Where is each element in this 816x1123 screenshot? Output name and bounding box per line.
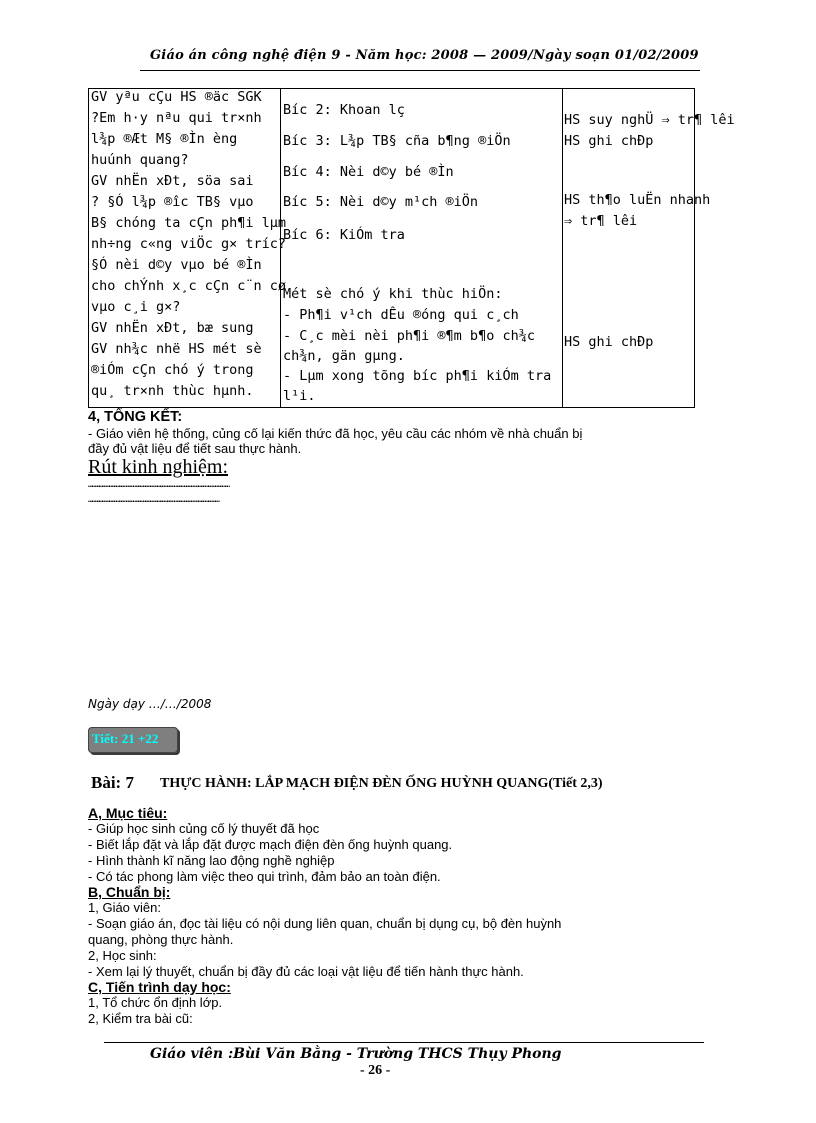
objectives-heading: A, Mục tiêu: xyxy=(88,805,168,821)
content-line: Bíc 3: L¾p TB§ cña b¶ng ®iÖn xyxy=(283,133,511,149)
teacher-line: GV nhËn xÐt, söa sai xyxy=(91,173,254,189)
content-cell xyxy=(281,89,563,408)
experience-heading: Rút kinh nghiệm: xyxy=(88,456,228,478)
objective-item: - Biết lắp đặt và lắp đặt được mạch điện đèn ống huỳnh quang. xyxy=(88,837,453,852)
content-line: Bíc 6: KiÓm tra xyxy=(283,227,405,243)
content-line: Bíc 2: Khoan lç xyxy=(283,102,405,118)
objective-item: - Hình thành kĩ năng lao động nghề nghiệp xyxy=(88,853,335,868)
dotted-line: …………………………………………………………………………………………………………… xyxy=(88,480,229,490)
teacher-line: ? §Ó l¾p ®îc TB§ vµo xyxy=(91,194,254,210)
content-line: Bíc 5: Nèi d©y m¹ch ®iÖn xyxy=(283,194,479,210)
content-line: Mét sè chó ý khi thùc hiÖn: xyxy=(283,286,503,302)
procedure-heading: C, Tiến trình dạy học: xyxy=(88,979,231,995)
page-footer: Giáo viên :Bùi Văn Bằng - Trường THCS Thụy Phong xyxy=(150,1046,562,1062)
procedure-item: 1, Tổ chức ổn định lớp. xyxy=(88,995,223,1010)
period-badge: Tiết: 21 +22 xyxy=(88,727,178,753)
lesson-number: Bài: 7 xyxy=(91,773,134,792)
content-line: Bíc 4: Nèi d©y bé ®Ìn xyxy=(283,164,454,180)
teacher-line: huúnh quang? xyxy=(91,152,189,168)
procedure-item: 2, Kiểm tra bài cũ: xyxy=(88,1011,193,1026)
student-line: HS th¶o luËn nhanh xyxy=(564,192,711,208)
table-row xyxy=(89,89,695,408)
objective-item: - Có tác phong làm việc theo qui trình, đảm bảo an toàn điện. xyxy=(88,869,441,884)
lesson-title-text: THỰC HÀNH: LẮP MẠCH ĐIỆN ĐÈN ỐNG HUỲNH QUANG xyxy=(160,776,549,791)
student-line: HS suy nghÜ ⇒ tr¶ lêi xyxy=(564,112,735,128)
lesson-title xyxy=(160,776,603,792)
preparation-item: - Soạn giáo án, đọc tài liệu có nội dung liên quan, chuẩn bị dụng cụ, bộ đèn huỳnh xyxy=(88,916,562,931)
teacher-line: GV yªu cÇu HS ®äc SGK xyxy=(91,89,262,105)
content-line: - C¸c mèi nèi ph¶i ®¶m b¶o ch¾c xyxy=(283,328,535,344)
teacher-line: GV nh¾c nhë HS mét sè xyxy=(91,341,262,357)
student-activity-cell xyxy=(563,89,735,408)
lesson-title-suffix: (Tiết 2,3) xyxy=(548,776,603,791)
page-header: Giáo án công nghệ điện 9 - Năm học: 2008 — 2009/Ngày soạn 01/02/2009 xyxy=(150,48,699,63)
dotted-line: …………………………………………………………………………………………………… xyxy=(88,495,218,505)
teacher-line: nh÷ng c«ng viÖc g× tríc? xyxy=(91,236,287,252)
student-line: HS ghi chÐp xyxy=(564,334,654,350)
content-line: l¹i. xyxy=(283,388,316,404)
page-number: - 26 - xyxy=(360,1063,391,1078)
teacher-line: cho chÝnh x¸c cÇn c¨n cø xyxy=(91,278,287,294)
preparation-item: 2, Học sinh: xyxy=(88,948,157,963)
preparation-heading: B, Chuẩn bị: xyxy=(88,884,171,900)
footer-divider xyxy=(104,1042,704,1043)
preparation-item: 1, Giáo viên: xyxy=(88,900,161,915)
student-line: HS ghi chÐp xyxy=(564,133,654,149)
teacher-line: l¾p ®Æt M§ ®Ìn èng xyxy=(91,131,238,147)
content-line: ch¾n, gän gµng. xyxy=(283,348,405,364)
student-line: ⇒ tr¶ lêi xyxy=(564,213,638,229)
teacher-line: ®iÓm cÇn chó ý trong xyxy=(91,362,254,378)
preparation-item: - Xem lại lý thuyết, chuẩn bị đầy đủ các loại vật liệu để tiến hành thực hành. xyxy=(88,964,524,979)
teacher-line: §Ó nèi d©y vµo bé ®Ìn xyxy=(91,257,262,273)
teacher-line: GV nhËn xÐt, bæ sung xyxy=(91,320,254,336)
teacher-line: B§ chóng ta cÇn ph¶i lµm xyxy=(91,215,287,231)
summary-title: 4, TỔNG KẾT: xyxy=(88,409,183,425)
teacher-line: vµo c¸i g×? xyxy=(91,299,181,315)
teacher-line: qu¸ tr×nh thùc hµnh. xyxy=(91,383,254,399)
teaching-date: Ngày dạy …/…/2008 xyxy=(88,697,212,711)
teacher-activity-cell xyxy=(89,89,287,408)
content-line: - Ph¶i v¹ch dÊu ®óng qui c¸ch xyxy=(283,307,519,323)
lesson-table xyxy=(88,88,735,408)
content-line: - Lµm xong tõng bíc ph¶i kiÓm tra xyxy=(283,368,552,384)
summary-line: đầy đủ vật liệu để tiết sau thực hành. xyxy=(88,441,302,456)
objective-item: - Giúp học sinh củng cố lý thuyết đã học xyxy=(88,821,320,836)
preparation-item: quang, phòng thực hành. xyxy=(88,932,234,947)
teacher-line: ?Em h·y nªu qui tr×nh xyxy=(91,110,262,126)
summary-line: - Giáo viên hệ thống, củng cố lại kiến thức đã học, yêu cầu các nhóm về nhà chuẩn bị xyxy=(88,426,583,441)
header-divider xyxy=(140,70,700,71)
